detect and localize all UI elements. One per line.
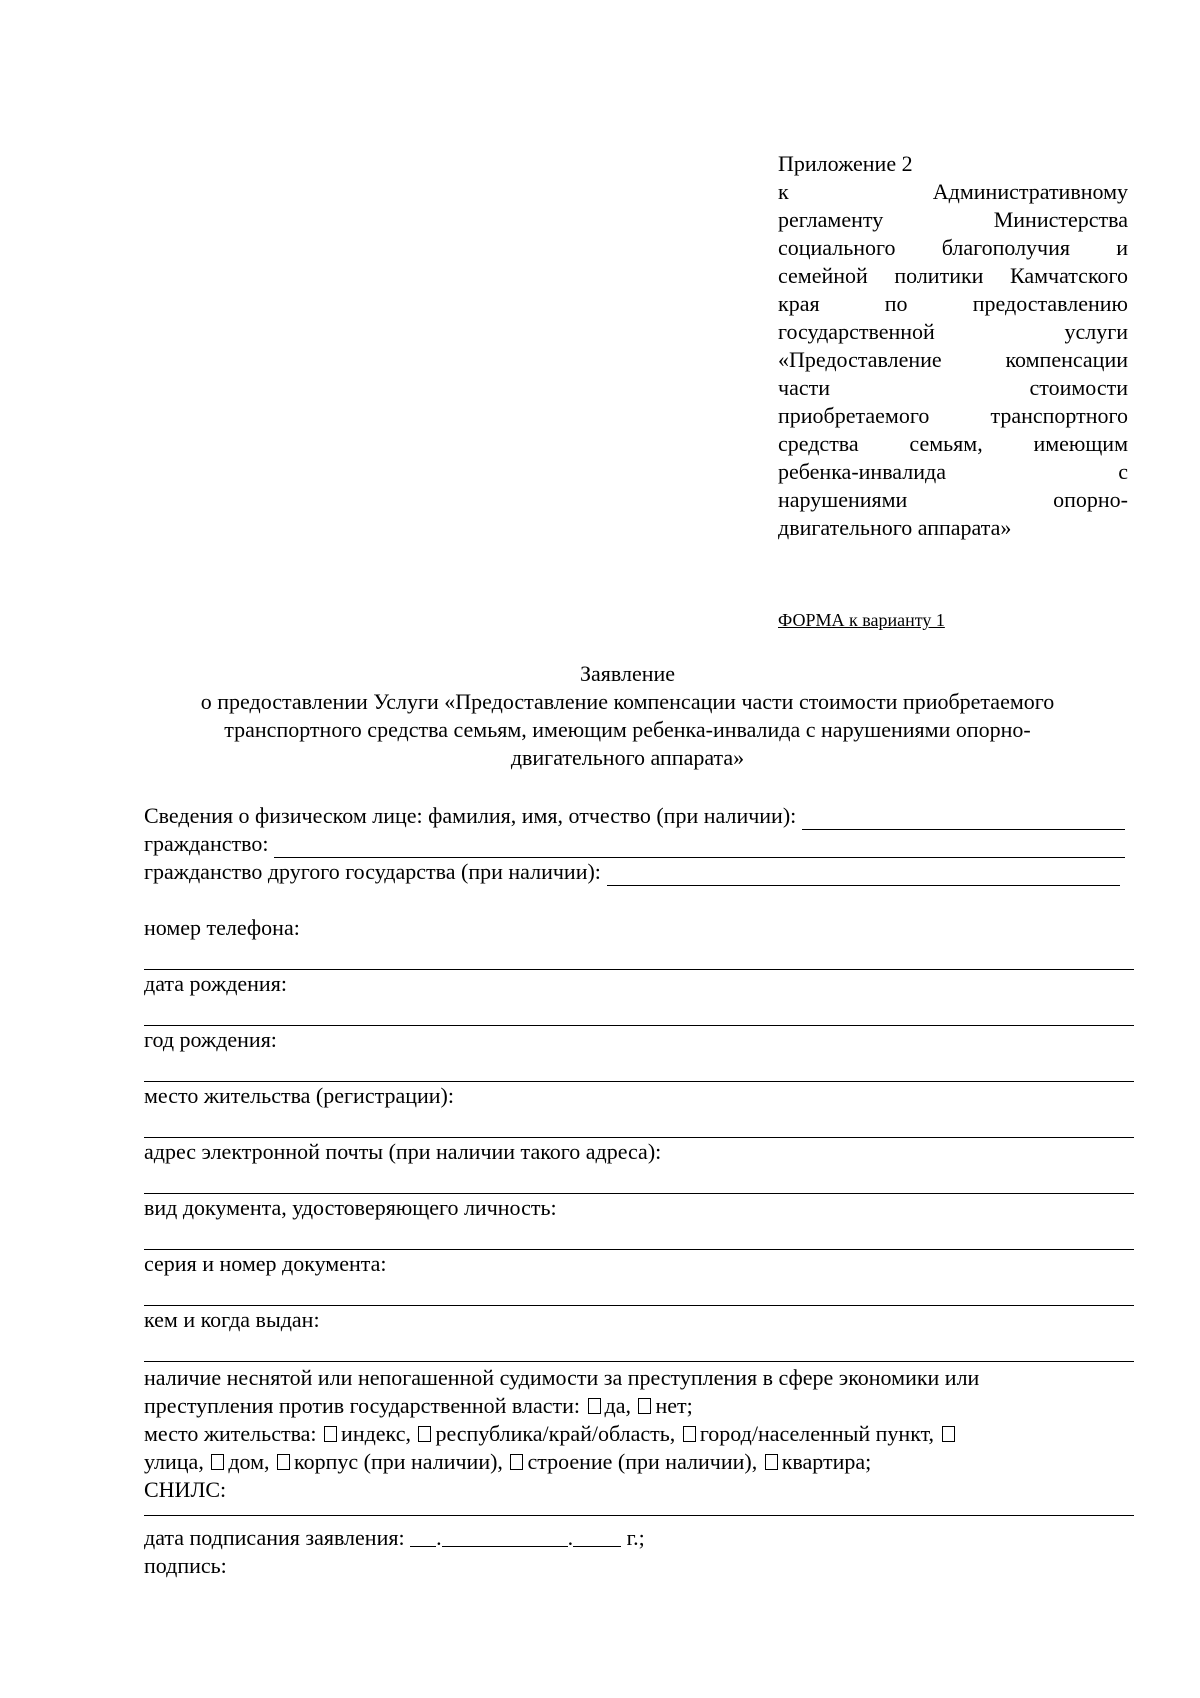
citizenship-row [144, 830, 1134, 858]
appendix-title: Приложение 2 [778, 151, 913, 176]
residence-parts-line-2 [144, 1448, 1134, 1476]
personal-info-blank[interactable] [802, 807, 1125, 830]
appendix-word: благополучия [941, 235, 1071, 260]
house-label: дом, [228, 1449, 270, 1474]
index-label: индекс, [341, 1421, 411, 1446]
form-fields [144, 802, 1134, 1580]
apartment-label: квартира; [781, 1449, 872, 1474]
other-citizenship-label: гражданство другого государства (при наличии): [144, 859, 601, 884]
appendix-word: части [778, 375, 830, 400]
signing-year-suffix: г.; [626, 1525, 645, 1550]
snils-label: СНИЛС: [144, 1477, 227, 1502]
conviction-yes-checkbox[interactable] [588, 1398, 601, 1414]
appendix-word: политики [894, 263, 984, 288]
appendix-word: Административному [932, 179, 1128, 204]
appendix-word: ребенка-инвалида [778, 459, 946, 484]
appendix-word: края [778, 291, 820, 316]
street-label: улица, [144, 1449, 204, 1474]
appendix-last-line: двигательного аппарата» [778, 515, 1012, 540]
appendix-line [778, 486, 1128, 514]
structure-label: строение (при наличии), [527, 1449, 758, 1474]
city-checkbox[interactable] [683, 1426, 696, 1442]
appendix-word: семейной [778, 263, 868, 288]
house-checkbox[interactable] [211, 1454, 224, 1470]
birth-date-label: дата рождения: [144, 971, 287, 996]
phone-label: номер телефона: [144, 915, 300, 940]
snils-blank[interactable] [144, 1515, 1134, 1516]
appendix-line [778, 262, 1128, 290]
snils-row [144, 1476, 1134, 1516]
conviction-yes-label: да, [604, 1393, 631, 1418]
appendix-word: приобретаемого [778, 403, 930, 428]
appendix-line [778, 346, 1128, 374]
conviction-line-2 [144, 1392, 1134, 1420]
appendix-line [778, 458, 1128, 486]
issued-by-blank[interactable] [144, 1361, 1134, 1362]
appendix-line [778, 374, 1128, 402]
other-citizenship-row [144, 858, 1134, 886]
other-citizenship-blank[interactable] [607, 863, 1120, 886]
appendix-word: нарушениями [778, 487, 908, 512]
signing-date-label: дата подписания заявления: [144, 1525, 405, 1550]
index-checkbox[interactable] [324, 1426, 337, 1442]
title-line-3: двигательного аппарата» [510, 745, 745, 770]
building-checkbox[interactable] [277, 1454, 290, 1470]
appendix-word: и [1116, 235, 1128, 260]
building-label: корпус (при наличии), [294, 1449, 503, 1474]
signing-month-blank[interactable] [442, 1526, 568, 1547]
appendix-word: Министерства [993, 207, 1128, 232]
application-title [140, 660, 1115, 772]
appendix-word: стоимости [1029, 375, 1128, 400]
conviction-prefix: преступления против государственной власти: [144, 1393, 581, 1418]
city-label: город/населенный пункт, [699, 1421, 935, 1446]
appendix-word: услуги [1064, 319, 1128, 344]
birth-year-row [144, 1026, 1134, 1082]
email-label: адрес электронной почты (при наличии такого адреса): [144, 1139, 662, 1164]
signing-day-blank[interactable] [410, 1526, 436, 1547]
region-checkbox[interactable] [418, 1426, 431, 1442]
signing-dot-2: . [567, 1525, 574, 1550]
birth-date-row [144, 970, 1134, 1026]
appendix-word: семьям, [909, 431, 983, 456]
appendix-line [778, 318, 1128, 346]
personal-info-row [144, 802, 1134, 830]
appendix-word: Камчатского [1009, 263, 1128, 288]
appendix-line [778, 178, 1128, 206]
birth-year-label: год рождения: [144, 1027, 277, 1052]
appendix-line [778, 206, 1128, 234]
appendix-note [778, 150, 1128, 542]
appendix-word: по [884, 291, 908, 316]
region-label: республика/край/область, [435, 1421, 676, 1446]
appendix-word: транспортного [990, 403, 1128, 428]
appendix-word: компенсации [1005, 347, 1128, 372]
citizenship-label: гражданство: [144, 831, 269, 856]
appendix-line [778, 430, 1128, 458]
residence-row [144, 1082, 1134, 1138]
issued-by-row [144, 1306, 1134, 1362]
appendix-lines [778, 178, 1128, 514]
appendix-line [778, 234, 1128, 262]
citizenship-blank[interactable] [274, 835, 1125, 858]
street-checkbox[interactable] [942, 1426, 955, 1442]
appendix-word: к [778, 179, 789, 204]
appendix-word: предоставлению [972, 291, 1128, 316]
issued-by-label: кем и когда выдан: [144, 1307, 320, 1332]
conviction-no-label: нет; [655, 1393, 693, 1418]
id-doc-type-label: вид документа, удостоверяющего личность: [144, 1195, 557, 1220]
id-doc-type-row [144, 1194, 1134, 1250]
signing-date-line [144, 1524, 1134, 1552]
apartment-checkbox[interactable] [765, 1454, 778, 1470]
residence-label: место жительства (регистрации): [144, 1083, 454, 1108]
appendix-word: регламенту [778, 207, 884, 232]
appendix-word: имеющим [1033, 431, 1128, 456]
personal-info-label: Сведения о физическом лице: фамилия, имя, отчество (при наличии): [144, 803, 797, 828]
title-line-2: транспортного средства семьям, имеющим ребенка-инвалида с нарушениями опорно- [224, 717, 1031, 742]
appendix-word: с [1118, 459, 1128, 484]
appendix-line [778, 402, 1128, 430]
conviction-no-checkbox[interactable] [638, 1398, 651, 1414]
appendix-word: опорно- [1053, 487, 1128, 512]
email-row [144, 1138, 1134, 1194]
doc-series-label: серия и номер документа: [144, 1251, 387, 1276]
appendix-line [778, 290, 1128, 318]
form-variant-label: ФОРМА к варианту 1 [778, 610, 945, 630]
appendix-word: социального [778, 235, 896, 260]
phone-row [144, 914, 1134, 970]
residence-parts-line-1 [144, 1420, 1134, 1448]
structure-checkbox[interactable] [510, 1454, 523, 1470]
title-heading: Заявление [579, 661, 676, 686]
appendix-word: государственной [778, 319, 935, 344]
appendix-word: средства [778, 431, 859, 456]
signing-dot-1: . [436, 1525, 442, 1550]
conviction-line-1: наличие неснятой или непогашенной судимости за преступления в сфере экономики или [144, 1365, 980, 1390]
signing-year-blank[interactable] [573, 1526, 621, 1547]
doc-series-row [144, 1250, 1134, 1306]
residence-parts-prefix: место жительства: [144, 1421, 317, 1446]
appendix-word: «Предоставление [778, 347, 942, 372]
signature-line: подпись: [144, 1553, 227, 1578]
title-line-1: о предоставлении Услуги «Предоставление компенсации части стоимости приобретаемого [200, 689, 1055, 714]
